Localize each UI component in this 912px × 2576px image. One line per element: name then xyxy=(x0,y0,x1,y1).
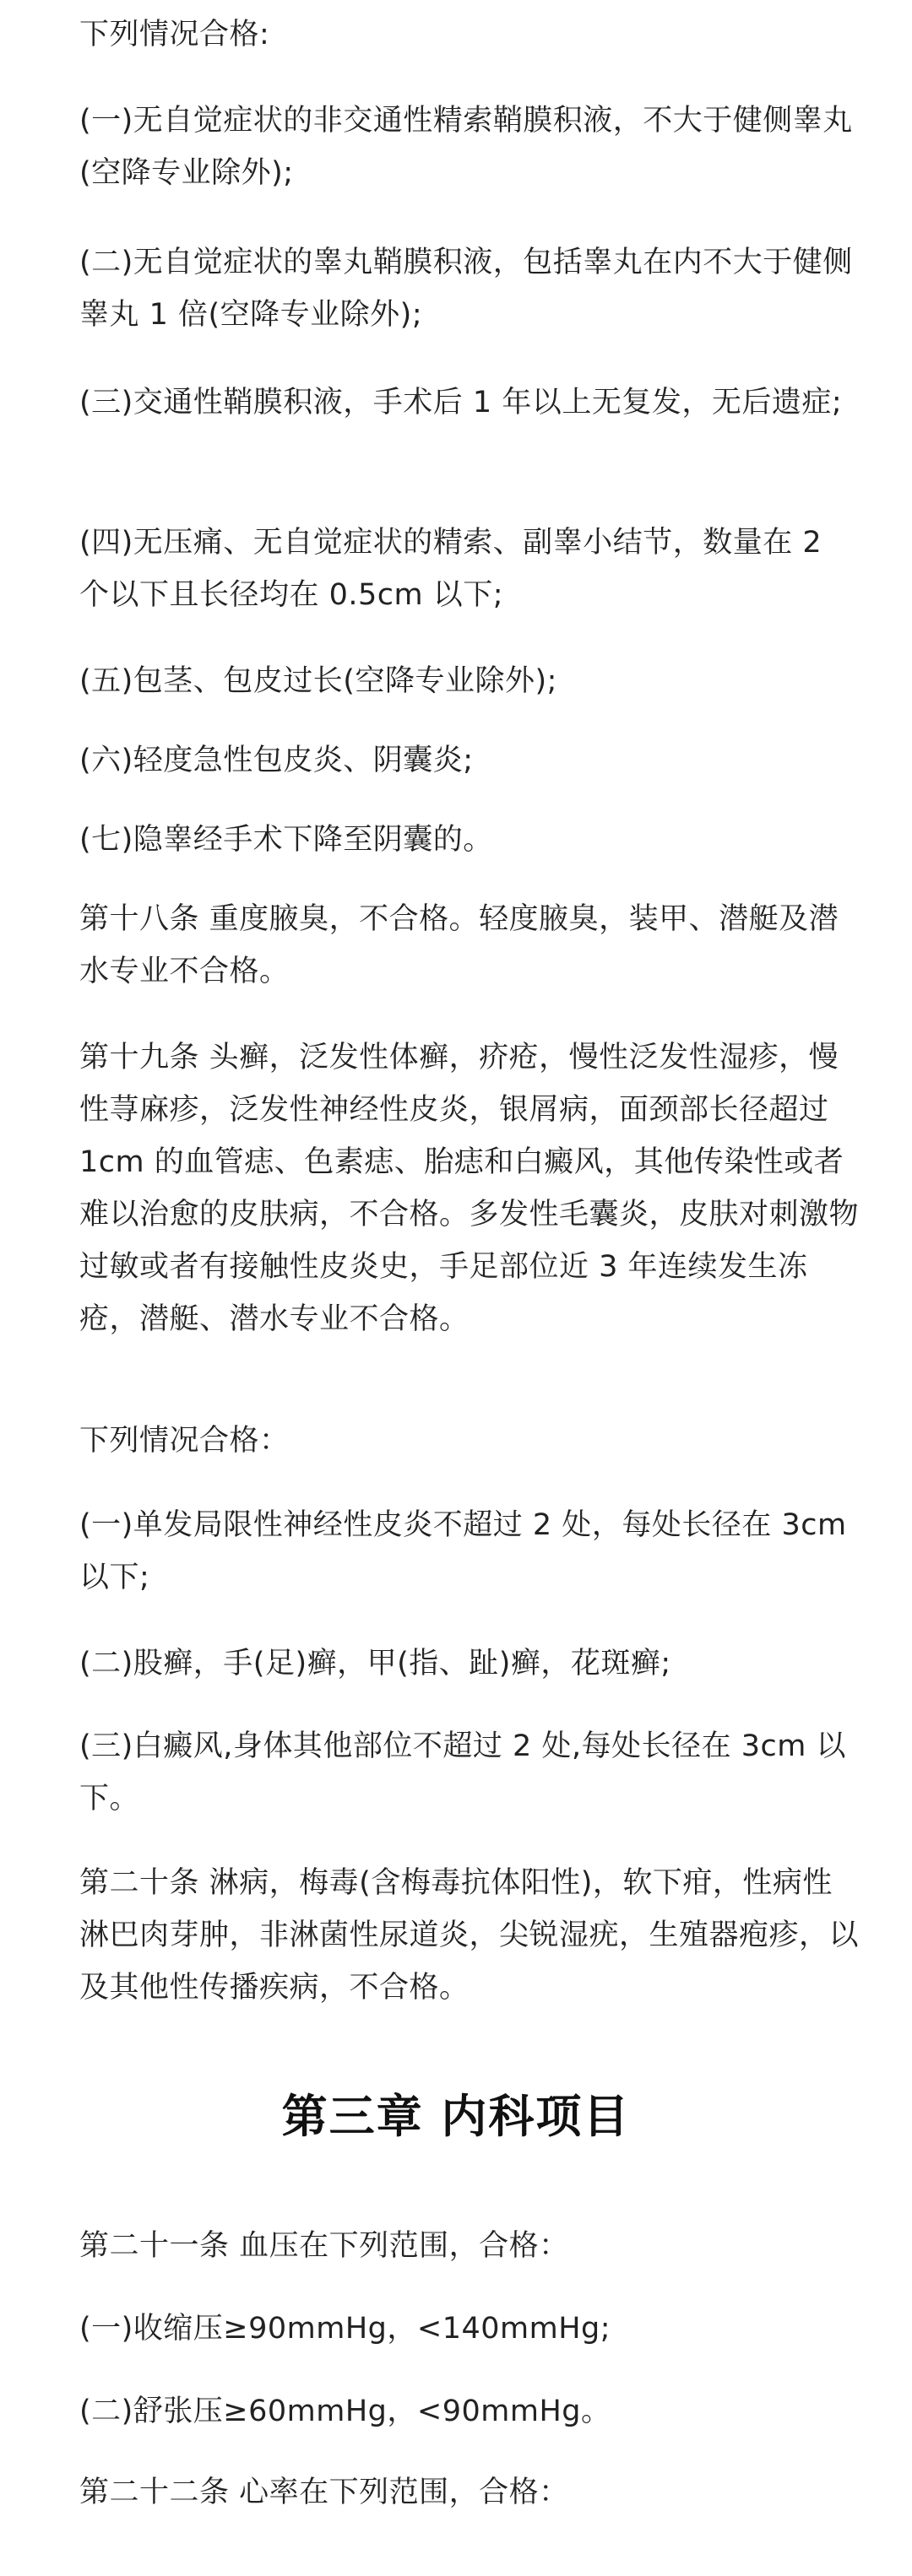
paragraph: 第十八条 重度腋臭，不合格。轻度腋臭，装甲、潜艇及潜水专业不合格。 xyxy=(79,902,839,988)
paragraph: (五)包茎、包皮过长(空降专业除外); xyxy=(79,664,557,698)
paragraph: (二)舒张压≥60mmHg，<90mmHg。 xyxy=(79,2395,611,2428)
paragraph: (一)无自觉症状的非交通性精索鞘膜积液，不大于健侧睾丸(空降专业除外); xyxy=(79,104,853,190)
paragraph: 第二十条 淋病，梅毒(含梅毒抗体阳性)，软下疳，性病性淋巴肉芽肿，非淋菌性尿道炎，尖锐湿疣，生殖器疱疹，以及其他性传播疾病，不合格。 xyxy=(79,1866,860,2005)
paragraph: (四)无压痛、无自觉症状的精索、副睾小结节，数量在 2 个以下且长径均在 0.5cm 以下; xyxy=(79,526,822,612)
paragraph: (三)交通性鞘膜积液，手术后 1 年以上无复发，无后遗症; xyxy=(79,386,843,419)
paragraph: (三)白癜风,身体其他部位不超过 2 处,每处长径在 3cm 以下。 xyxy=(79,1729,846,1816)
paragraph: (二)股癣，手(足)癣，甲(指、趾)癣，花斑癣; xyxy=(79,1647,671,1680)
paragraph: (七)隐睾经手术下降至阴囊的。 xyxy=(79,823,493,857)
paragraph: 第十九条 头癣，泛发性体癣，疥疮，慢性泛发性湿疹，慢性荨麻疹，泛发性神经性皮炎，银屑病，面颈部长径超过 1cm 的血管痣、色素痣、胎痣和白癜风，其他传染性或者难以治愈的皮肤病，不合格。多发性毛囊炎，皮肤对刺激物过敏或者有接触性皮炎史，手足部位近 3 年连续发生冻疮，潜艇、潜水专业不合格。 xyxy=(79,1041,860,1336)
paragraph: 第二十一条 血压在下列范围，合格： xyxy=(79,2229,569,2263)
paragraph: (二)无自觉症状的睾丸鞘膜积液，包括睾丸在内不大于健侧睾丸 1 倍(空降专业除外); xyxy=(79,246,853,332)
chapter-title: 第三章 内科项目 xyxy=(281,2090,631,2143)
paragraph: (一)收缩压≥90mmHg，<140mmHg; xyxy=(79,2312,611,2346)
paragraph: 下列情况合格： xyxy=(79,1424,290,1458)
paragraph: 第二十二条 心率在下列范围，合格： xyxy=(79,2476,569,2509)
paragraph: 下列情况合格: xyxy=(79,18,270,51)
paragraph: (六)轻度急性包皮炎、阴囊炎; xyxy=(79,744,474,777)
paragraph: (一)单发局限性神经性皮炎不超过 2 处，每处长径在 3cm 以下; xyxy=(79,1508,847,1594)
